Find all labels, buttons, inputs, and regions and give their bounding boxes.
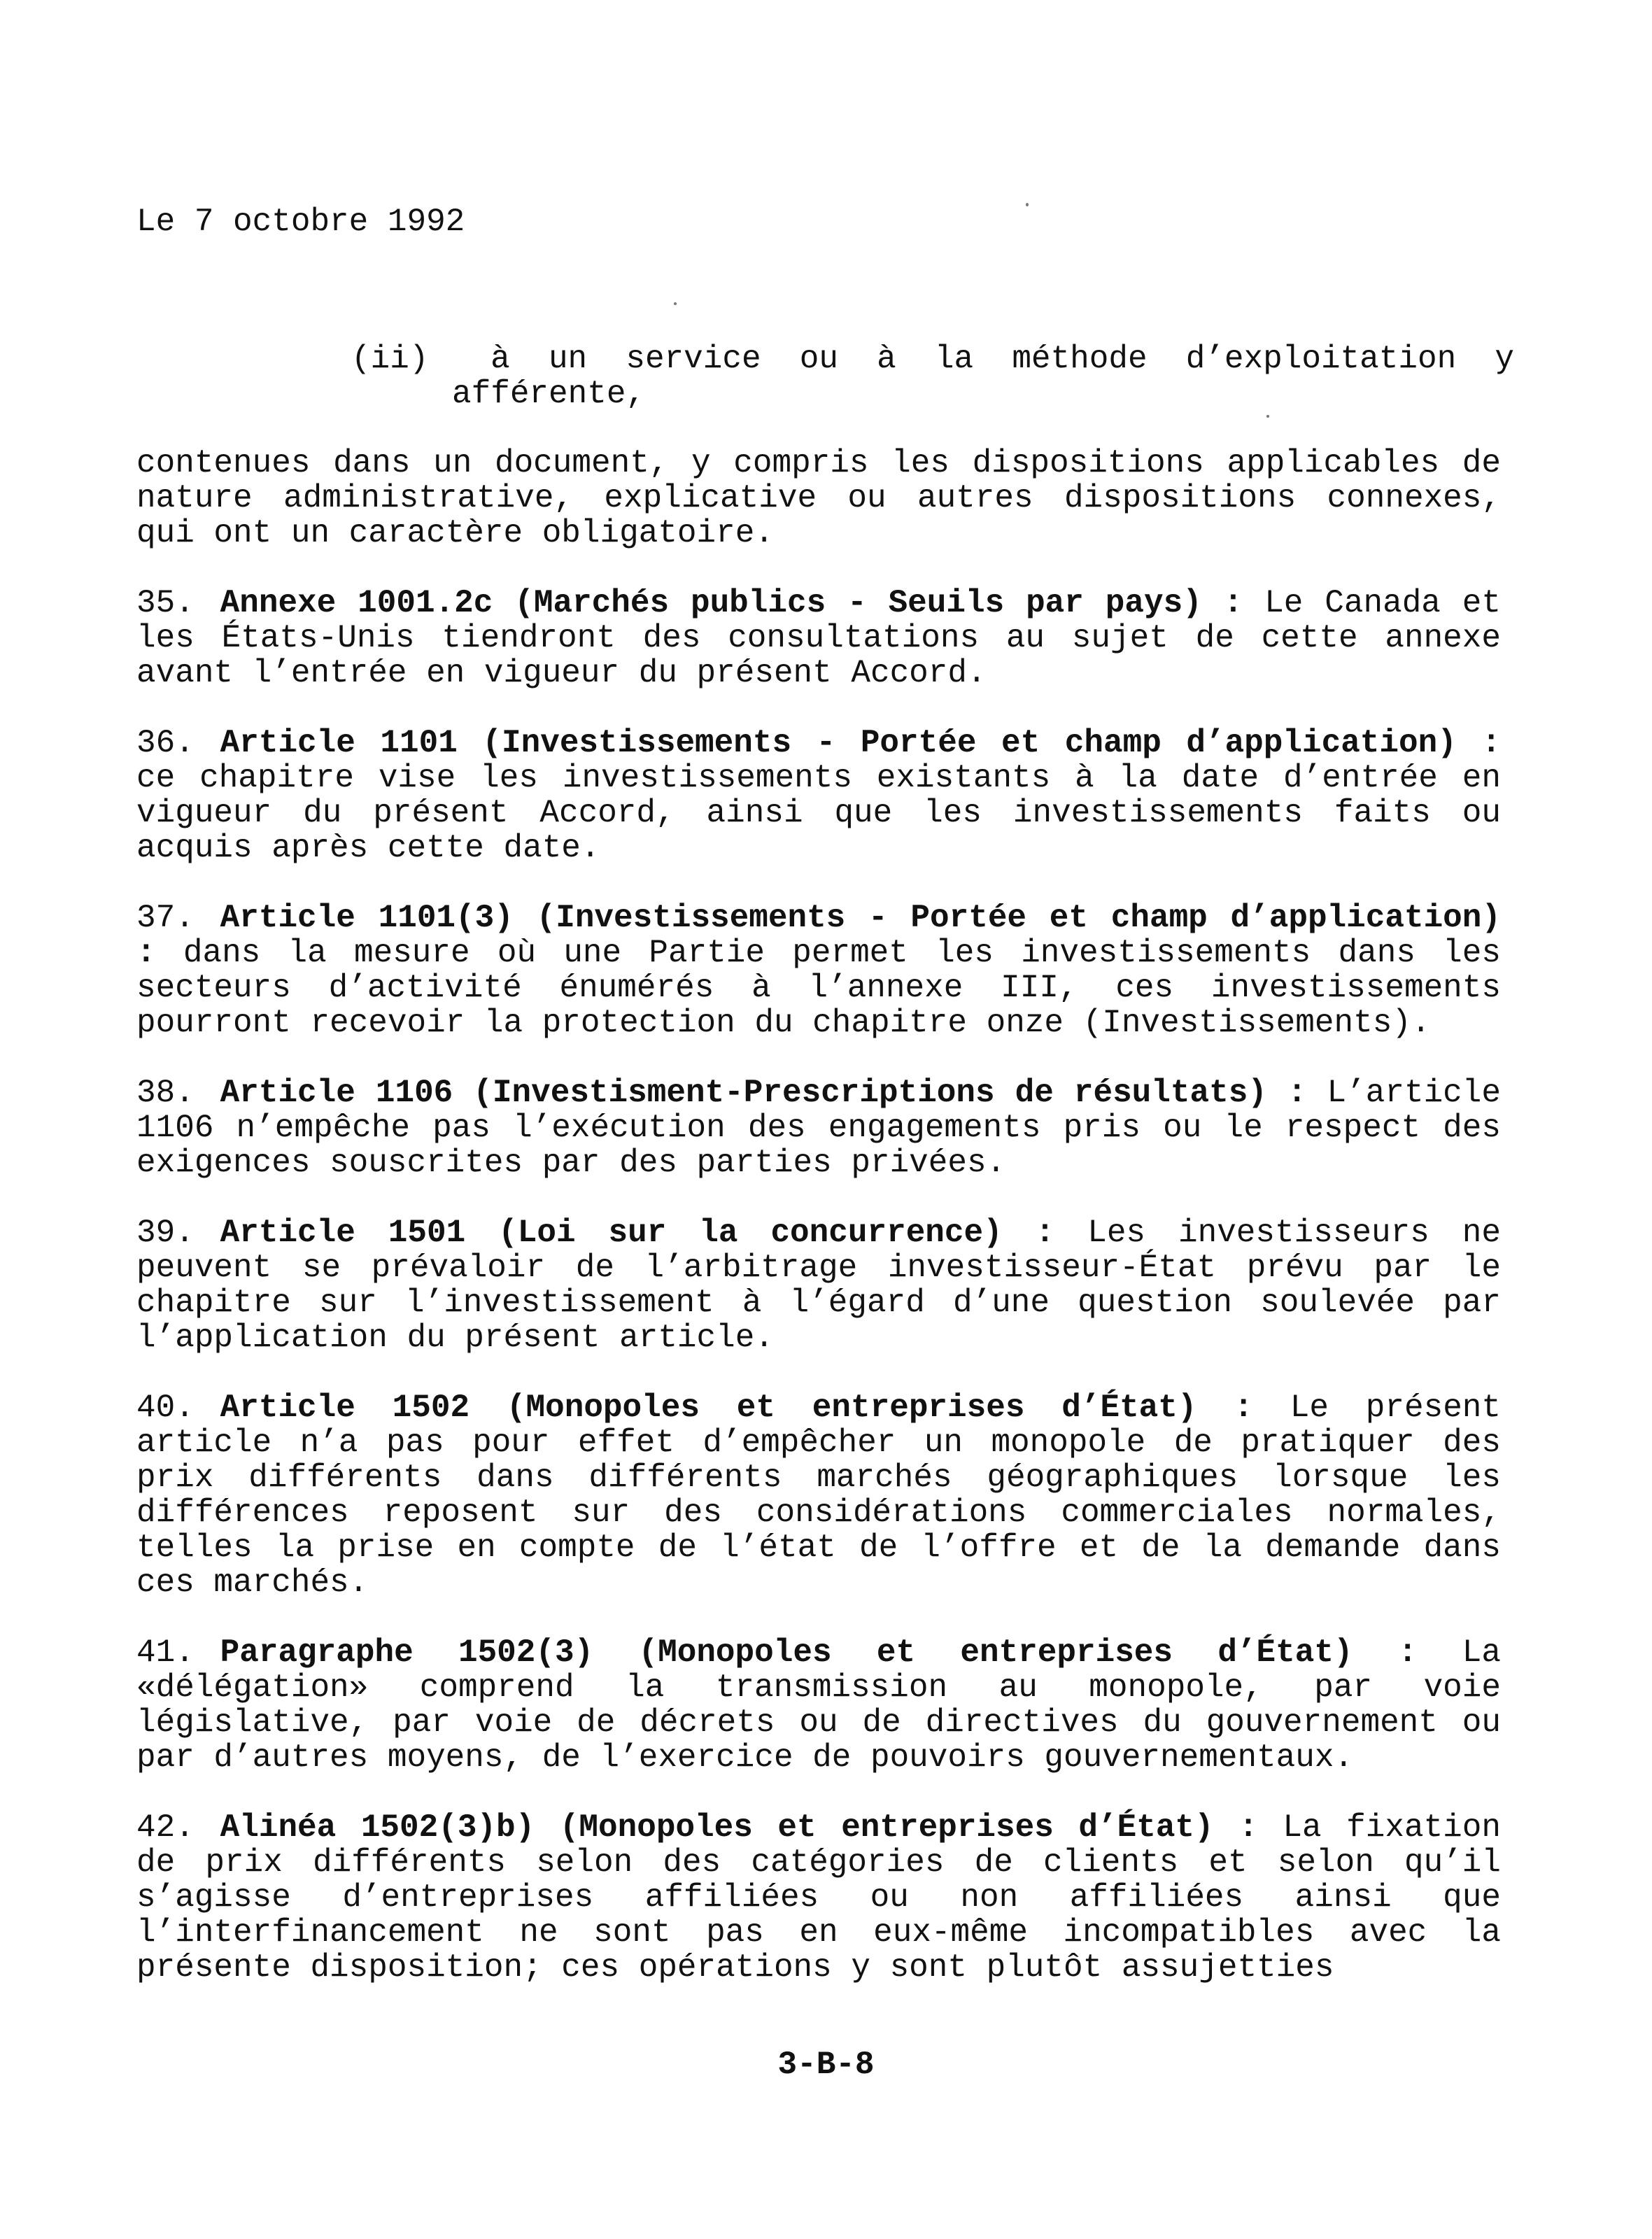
subitem-line-1 [351,341,1514,376]
paragraph-text: ce chapitre vise les investissements existants à la date d’entrée en vigueur du présent Accord, ainsi que les investissements faits ou acquis après cette date. [136,760,1501,866]
subitem-word: la [934,341,974,377]
paragraph-heading: Article 1106 (Investisment-Prescriptions de résultats) : [220,1075,1307,1111]
paragraph-number: 40. [136,1390,195,1426]
subitem-line-2: afférente, [452,376,646,412]
document-body [136,446,1501,2020]
subitem-word: ou [799,341,838,377]
scan-speck [1026,203,1029,206]
paragraph-text: Les investisseurs ne peuvent se prévaloir de l’arbitrage investisseur-État prévu par le chapitre sur l’investissement à l’égard d’une question soulevée par l’application du présent article. [136,1215,1501,1356]
scan-speck [1266,415,1269,418]
paragraph-40 [136,1390,1501,1600]
paragraph-37 [136,900,1501,1040]
paragraph-heading: Alinéa 1502(3)b) (Monopoles et entreprises d’État) : [220,1809,1258,1846]
paragraph-41 [136,1635,1501,1775]
paragraph-heading: Article 1502 (Monopoles et entreprises d’État) : [220,1390,1253,1426]
subitem-word: à [877,341,896,377]
paragraph-42 [136,1810,1501,1985]
subitem-word: à [490,341,510,377]
subitem-word: d’exploitation [1185,341,1457,377]
subitem-ii [351,341,1514,411]
paragraph-text: Le Canada et les États-Unis tiendront des consultations au sujet de cette annexe avant l’entrée en vigueur du présent Accord. [136,585,1501,691]
paragraph-heading: Paragraphe 1502(3) (Monopoles et entreprises d’État) : [220,1634,1418,1671]
paragraph-heading: Article 1101 (Investissements - Portée et champ d’application) : [220,725,1501,761]
paragraph-number: 41. [136,1634,195,1671]
continuation-paragraph: contenues dans un document, y compris les dispositions applicables de nature administrative, explicative ou autres dispositions connexes, qui ont un caractère obligatoire. [136,445,1501,551]
paragraph-number: 39. [136,1215,195,1251]
paragraph-36 [136,726,1501,866]
paragraph-number: 38. [136,1075,195,1111]
paragraph-38 [136,1075,1501,1180]
subitem-label: (ii) [351,341,429,377]
subitem-word: méthode [1012,341,1148,377]
paragraph-heading: Article 1101(3) (Investissements - Portée et champ d’application) : [136,900,1501,971]
document-date: Le 7 octobre 1992 [136,204,465,240]
paragraph-text: Le présent article n’a pas pour effet d’empêcher un monopole de pratiquer des prix différents dans différents marchés géographiques lorsque les différences reposent sur des considérations commerciales normales, telles la prise en compte de l’état de l’offre et de la demande dans ces marchés. [136,1390,1502,1601]
paragraph-text: La «délégation» comprend la transmission au monopole, par voie législative, par voie de décrets ou de directives du gouvernement ou par d’autres moyens, de l’exercice de pouvoirs gouvernementaux. [136,1634,1501,1776]
paragraph-text: dans la mesure où une Partie permet les investissements dans les secteurs d’activité énumérés à l’annexe III, ces investissements pourront recevoir la protection du chapitre onze (Investissements). [136,935,1501,1041]
subitem-word: service [626,341,761,377]
paragraph-text: La fixation de prix différents selon des catégories de clients et selon qu’il s’agisse d’entreprises affiliées ou non affiliées ainsi que l’interfinancement ne sont pas en eux-même incompatibles avec la présente disposition; ces opérations y sont plutôt assujetties [136,1809,1501,1986]
paragraph-heading: Annexe 1001.2c (Marchés publics - Seuils par pays) : [220,585,1243,621]
paragraph-39 [136,1215,1501,1355]
paragraph-number: 42. [136,1809,195,1846]
paragraph-number: 36. [136,725,195,761]
subitem-word: y [1495,341,1514,377]
scan-speck [674,302,677,305]
page-number: 3-B-8 [777,2047,875,2083]
paragraph-35 [136,586,1501,691]
paragraph-heading: Article 1501 (Loi sur la concurrence) : [220,1215,1055,1251]
paragraph-number: 37. [136,900,195,936]
subitem-word: un [548,341,588,377]
paragraph-number: 35. [136,585,195,621]
paragraph-text: L’article 1106 n’empêche pas l’exécution des engagements pris ou le respect des exigences souscrites par des parties privées. [136,1075,1501,1181]
